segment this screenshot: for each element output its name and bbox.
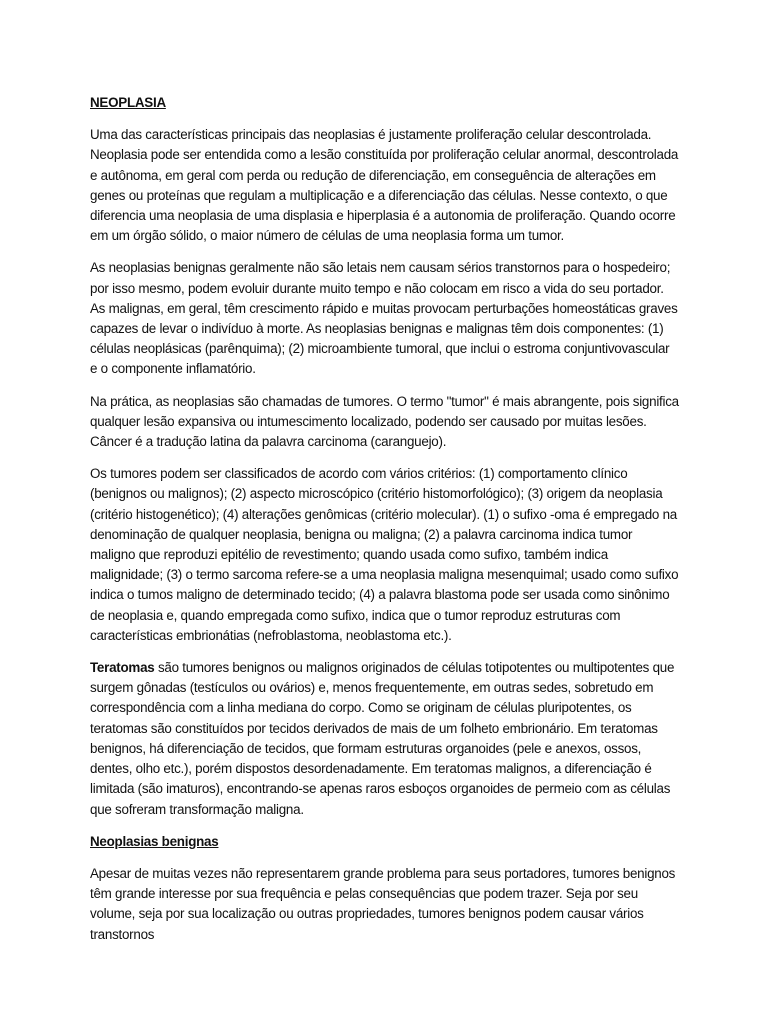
teratomas-term: Teratomas xyxy=(90,660,155,676)
paragraph-benign-malignant: As neoplasias benignas geralmente não são letais nem causam sérios transtornos para o hospedeiro; por isso mesmo, podem evoluir durante muito tempo e não colocam em risco a vida do seu portador. As malignas, em geral, têm crescimento rápido e muitas provocam perturbações homeostáticas graves capazes de levar o indivíduo à morte. As neoplasias benignas e malignas têm dois componentes: (1) células neoplásicas (parênquima); (2) microambiente tumoral, que inclui o estroma conjuntivovascular e o componente inflamatório. xyxy=(90,260,678,377)
teratomas-text: são tumores benignos ou malignos originados de células totipotentes ou multipotentes que surgem gônadas (testículos ou ovários) e, menos frequentemente, em outras sedes, sobretudo em correspondência com a linha mediana do corpo. Como se originam de células pluripotentes, os teratomas são constituídos por tecidos derivados de mais de um folheto embrionário. Em teratomas benignos, há diferenciação de tecidos, que formam estruturas organoides (pele e anexos, ossos, dentes, olho etc.), porém dispostos desordenadamente. Em teratomas malignos, a diferenciação é limitada (são imaturos), encontrando-se apenas raros esboços organoides de permeio com as células que sofreram transformação maligna. xyxy=(90,660,675,817)
document-page xyxy=(90,93,680,957)
section-heading-benign: Neoplasias benignas xyxy=(90,833,219,849)
document-title: NEOPLASIA xyxy=(90,95,166,110)
paragraph-tumor-term: Na prática, as neoplasias são chamadas de tumores. O termo "tumor" é mais abrangente, pois significa qualquer lesão expansiva ou intumescimento localizado, podendo ser causado por muitas lesões. Câncer é a tradução latina da palavra carcinoma (caranguejo). xyxy=(90,393,679,450)
paragraph-benign-intro: Apesar de muitas vezes não representarem grande problema para seus portadores, tumores benignos têm grande interesse por sua frequência e pelas consequências que podem trazer. Seja por seu volume, seja por sua localização ou outras propriedades, tumores benignos podem causar vários transtornos xyxy=(90,865,676,942)
paragraph-classification: Os tumores podem ser classificados de acordo com vários critérios: (1) comportamento clínico (benignos ou malignos); (2) aspecto microscópico (critério histomorfológico); (3) origem da neoplasia (critério histogenético); (4) alterações genômicas (critério molecular). (1) o sufixo -oma é empregado na denominação de qualquer neoplasia, benigna ou maligna; (2) a palavra carcinoma indica tumor maligno que reproduzi epitélio de revestimento; quando usada como sufixo, também indica malignidade; (3) o termo sarcoma refere-se a uma neoplasia maligna mesenquimal; usado como sufixo indica o tumos maligno de determinado tecido; (4) a palavra blastoma pode ser usada como sinônimo de neoplasia e, quando empregada como sufixo, indica que o tumor reproduz estruturas com características embrionátias (nefroblastoma, neoblastoma etc.). xyxy=(90,466,679,643)
paragraph-teratomas xyxy=(90,658,680,820)
paragraph-definition: Uma das características principais das neoplasias é justamente proliferação celular descontrolada. Neoplasia pode ser entendida como a lesão constituída por proliferação celular anormal, descontrolada e autônoma, em geral com perda ou redução de diferenciação, em conseguência de alterações em genes ou proteínas que regulam a multiplicação e a diferenciação das células. Nesse contexto, o que diferencia uma neoplasia de uma displasia e hiperplasia é a autonomia de proliferação. Quando ocorre em um órgão sólido, o maior número de células de uma neoplasia forma um tumor. xyxy=(90,127,679,244)
